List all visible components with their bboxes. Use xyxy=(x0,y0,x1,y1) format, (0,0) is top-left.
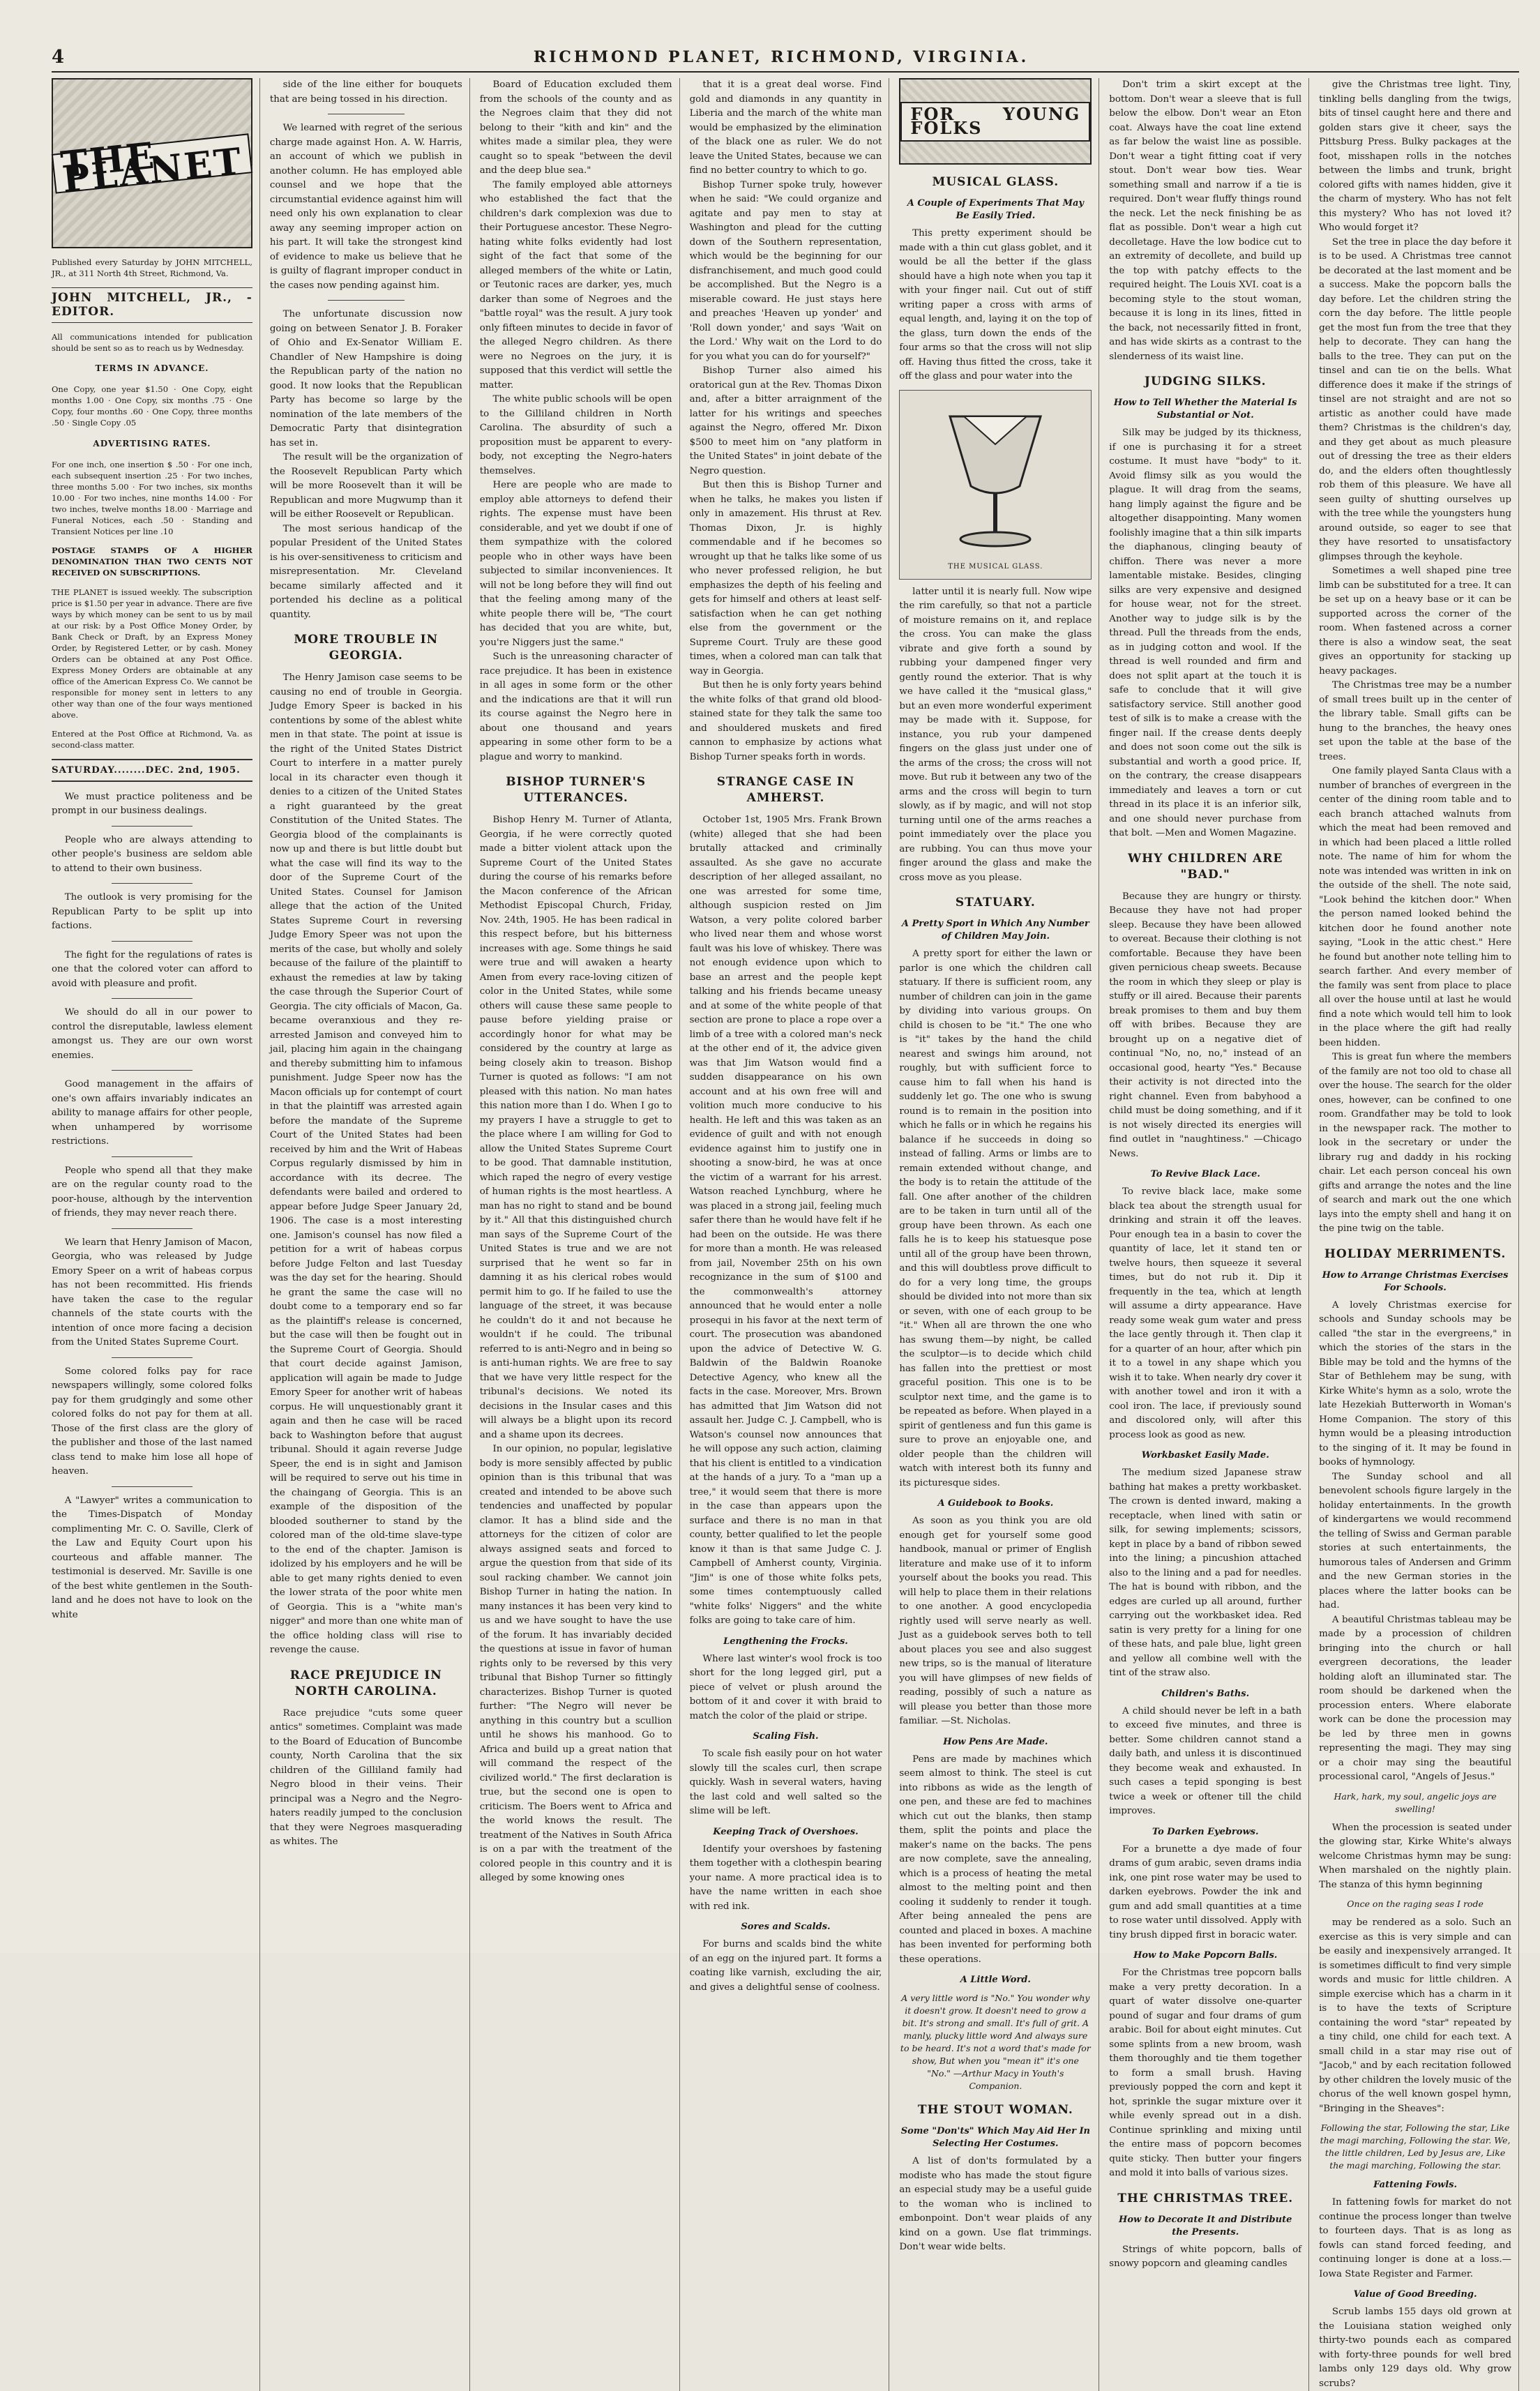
article-subhead: How Pens Are Made. xyxy=(943,1736,1048,1747)
article-text: Because they are hungry or thirsty. Because they have not had proper sleep. Because they have been allowed to overeat. Because their clothing is not comfortable. Because they have been given pernicious cheap sweets. Because the room in which they sleep or play is stuffy or ill aired. Because their parents break promises to them and buy them off with bribes. Because they are brought up on a negative diet of continual "No, no, no," instead of an occasional good, hearty "Yes." Because their activity is not directed into the right channel. Even from babyhood a child must be doing something, and if it is not wisely directed its energies will find outlet in "naughtiness." —Chicago News. xyxy=(1109,891,1302,1159)
column-5 xyxy=(899,78,1099,2391)
young-folks-banner xyxy=(899,78,1092,165)
article-headline: BISHOP TURNER'S UTTERANCES. xyxy=(506,775,647,805)
article-text: The most serious handicap of the popular President of the United States is his over-sensitiveness to criticism and misrepresentation. Mr. Cleveland became similarly affected and it portended his decline as a political quantity. xyxy=(269,523,462,620)
article-subhead: Fattening Fowls. xyxy=(1373,2180,1457,2190)
article-text: To revive black lace, make some black tea about the strength usual for drinking and strain it off the leaves. Pour enough tea in a basin to cover the quantity of lace, let it stand ten or twelve hours, then squeeze it several times, but do not rub it. Dip it frequently in the tea, which at length will assume a dirty appearance. Have ready some weak gum water and press the lace gently through it. Then clap it for a quarter of an hour, after which pin it to a towel in any shape which you wish it to take. When nearly dry cover it with another towel and iron it with a cool iron. The lace, if previously sound and discolored only, will after this process look as good as new. xyxy=(1109,1186,1302,1440)
article-subhead: Scaling Fish. xyxy=(753,1731,819,1742)
article-text: The Christmas tree may be a number of small trees built up in the center of the library table. Small gifts can be hung to the branches, the heavy ones set upon the table at the base of the trees. xyxy=(1319,680,1511,762)
article-text: Bishop Henry M. Turner of Atlanta, Georgia, if he were correctly quoted made a bitter violent attack upon the Supreme Court of the United States during the course of his remarks before the Macon conference of the African Methodist Episcopal Church, Friday, Nov. 24th, 1905. He has been radical in this respect before, but his bitterness increases with age. Some things he said were true and will awaken a hearty Amen from every race-loving citizen of color in the United States, while some others will cause these same people to pause before yielding praise or accordingly honor for what may be considered by the country at large as being closely akin to treason. Bishop Turner is quoted as follows: "I am not pleased with this nation. No man hates this nation more than I do. When I go to my prayers I have a struggle to get to the place where I am willing for God to allow the United States Supreme Court to be good. That damnable institution, which raped the negro of every vestige of human rights is the most heartless. A man has no right to stand and be bound by it." All that this distinguished church man says of the Supreme Court of the United States is true and we are not surprised that he went so far in damning it as his clerical robes would permit him to go. If he failed to use the language of the street, it was because he couldn't do it and not because he wouldn't if he could. The tribunal referred to is anti-Negro and in being so is anti-human rights. We are free to say that we have very little respect for the tribunal's decisions. We noted its decisions in the Insular cases and this will always be a blight upon its record and a shame upon its decrees. xyxy=(479,815,672,1440)
article-subhead: To Revive Black Lace. xyxy=(1150,1169,1260,1179)
stamps-notice: POSTAGE STAMPS OF A HIGHER DENOMINATION THAN TWO CENTS NOT RECEIVED ON SUBSCRIPTIONS. xyxy=(52,545,252,578)
article-subhead: How to Arrange Christmas Exercises For Schools. xyxy=(1322,1269,1509,1293)
article-text: A beautiful Christmas tableau may be made by a procession of children bringing into the church or hall evergreen decorations, the leader holding aloft an illuminated star. The room should be darkened when the procession enters. Where elaborate work can be done the procession may be led by three men in gowns representing the magi. They may sing or a choir may sing the beautiful processional carol, "Angels of Jesus." xyxy=(1319,1614,1511,1782)
divider xyxy=(112,998,192,999)
advertising-rates: For one inch, one insertion $ .50 · For one inch, each subsequent insertion .25 · For two inches, three months 5.00 · For two inches, six months 10.00 · For two inches, nine months 14.00 · For two inches, twelve months 18.00 · Marriage and Funeral Notices, each .50 · Standing and Transient Notices per line .10 xyxy=(52,459,252,536)
young-folks-title: FOR YOUNG FOLKS xyxy=(900,102,1090,142)
article-text: Silk may be judged by its thickness, if one is purchasing it for a street costume. It must have "body" to it. Avoid flimsy silk as you would the plague. It will drag from the seams, hang limply against the figure and be altogether disappointing. Many women foolishly imagine that a thin silk imparts the diaphanous, clinging beauty of chiffon. There was never a more lamentable mistake. Besides, clinging silks are very expensive and designed for house wear, not for the street. Another way to judge silk is by the thread. Pull the threads from the ends, as in judging cotton and wool. If the thread is well rounded and firm and does not split apart at the touch it is safe to conclude that it will give satisfactory service. Still another good test of silk is to make a crease with the finger nail. If the crease dents deeply and does not soon come out the silk is substantial and worth a good price. If, on the contrary, the crease disappears immediately and leaves a torn or cut thread in its place it is an inferior silk, and one should never purchase from that bolt. —Men and Women Magazine. xyxy=(1109,428,1302,838)
article-text: One family played Santa Claus with a number of branches of evergreen in the center of the dining room table and to each branch attached walnuts from which the meat had been removed and in which had been placed a little rolled note. The name of him for whom the note was intended was written in ink on the outside of the shell. The note said, "Look behind the kitchen door." When the person named looked behind the kitchen door he found another note saying, "Look in the attic chest." Here he found but another note telling him to search farther. And every member of the family was sent from place to place all over the house until at last he would find a note which would tell him to look in the place where the gift had really been hidden. xyxy=(1319,766,1511,1048)
article-text: Such is the unreasoning character of race prejudice. It has been in existence in all ages in some form or the other and the indications are that it will run its course against the Negro here in about one thousand and years appearing in some other form to be a plague and worry to mankind. xyxy=(479,651,672,762)
article-text: A pretty sport for either the lawn or parlor is one which the children call statuary. If there is sufficient room, any number of children can join in the game by dividing into various groups. On child is chosen to be "it." The one who is "it" takes by the hand the child nearest and swings him around, not roughly, but with sufficient force to cause him to fall when his hand is suddenly let go. The one who is swung round is to remain in the position into which he falls or in which he regains his balance if he succeeds in doing so instead of falling. Arms or limbs are to remain extended without change, and the body is to retain the attitude of the fall. One after another of the children are to be taken in turn until all of the group have been thrown. As each one falls he is to keep his statuesque pose until all of the group have been thrown, and this will doubtless prove difficult to do for a very long time, the groups should be divided into not more than six or seven, with one of each group to be "it." When all are thrown the one who has swung them—by night, be called the sculptor—is to decide which child has fallen into the prettiest or most graceful position. This one is to be sculptor next time, and the game is to be repeated as before. When played in a spirit of gentleness and fun this game is sure to prove an enjoyable one, and older people than the children will watch with interest both its funny and its picturesque sides. xyxy=(899,949,1092,1488)
article-text: October 1st, 1905 Mrs. Frank Brown (white) alleged that she had been brutally attacked and criminally assaulted. As she gave no accurate description of her alleged assailant, no one was arrested for some time, although suspicion rested on Jim Watson, a very polite colored barber who lived near them and whose worst fault was his love of whiskey. There was not enough evidence upon which to base an arrest and the people kept talking and his friends became uneasy and at some of the white people of that section are prone to place a rope over a limb of a tree with a colored man's neck at the other end of it, the advice given was that Jim Watson would find a sudden disappearance on his own account and at his own free will and volition much more conducive to his health. He left and this was taken as an evidence of guilt and with not enough evidence against him to justify one in shooting a snow-bird, he was at once the victim of a warrant for his arrest. Watson reached Lynchburg, where he was placed in a strong jail, feeling much safer there than he would have felt if he had been on the outside. He was there for more than a month. He was released from jail, November 25th on his own recognizance in the sum of $100 and the commonwealth's attorney announced that he would enter a nolle prosequi in his favor at the next term of court. The prosecution was abandoned upon the advice of Detective W. G. Baldwin of the Baldwin Roanoke Detective Agency, who knew all the facts in the case. Moreover, Mrs. Brown has admitted that Jim Watson did not assault her. Judge C. J. Campbell, who is Watson's counsel now announces that he will oppose any such action, claiming that his client is entitled to a vindication at the hands of a jury. To a "man up a tree," it would seem that there is more in the case than appears upon the surface and there is no man in that county, better qualified to let the people know it than is that same Judge C. J. Campbell of Amherst county, Virginia. "Jim" is one of those white folks pets, some times contemptuously called "white folks' Niggers" and the white folks are going to take care of him. xyxy=(689,815,882,1626)
article-text: But then this is Bishop Turner and when he talks, he makes you listen if only in amazement. His thrust at Rev. Thomas Dixon, Jr. is highly commendable and if he becomes so wrought up that he talks like some of us who never professed religion, he but emphasizes the depth of his feeling and gets for himself and others at least self-satisfaction when he can get nothing else from the government or the Supreme Court. Truly are these good times, when a colored man can talk that way in Georgia. xyxy=(689,480,882,677)
editorial-item: A "Lawyer" writes a communication to the Times-Dispatch of Monday complimenting Mr. C. O. Saville, Clerk of the Law and Equity Court upon his courteous and affable manner. The testimonial is deserved. Mr. Saville is one of the best white gentlemen in the South-land and he does not have to look on the white xyxy=(52,1495,252,1620)
column-7 xyxy=(1319,78,1519,2391)
article-subhead: Some "Don'ts" Which May Aid Her In Selecting Her Costumes. xyxy=(900,2126,1090,2149)
article-text: The Sunday school and all benevolent schools figure largely in the holiday entertainments. In the growth of kindergartens we would recommend the telling of Swiss and German parable stories at such entertainments, the humorous tales of Andersen and Grimm and the new German stories in the places where the latter books can be had. xyxy=(1319,1471,1511,1611)
article-subhead: Children's Baths. xyxy=(1161,1688,1250,1699)
page-number: 4 xyxy=(52,47,65,68)
article-text: Where last winter's wool frock is too short for the long legged girl, put a piece of velvet or plush around the bottom of it and cover it with braid to match the color of the plaid or stripe. xyxy=(689,1653,882,1721)
article-text: When the procession is seated under the glowing star, Kirke White's always welcome Christmas hymn may be sung: When marshaled on the nightly plain. The stanza of this hymn beginning xyxy=(1319,1822,1511,1890)
editorial-item: People who are always attending to other people's business are seldom able to attend to their own business. xyxy=(52,834,252,874)
editorial-item: People who spend all that they make are on the regular county road to the poor-house, although by the intervention of friends, they may never reach there. xyxy=(52,1165,252,1219)
goblet-icon xyxy=(936,402,1055,556)
article-subhead: A Pretty Sport in Which Any Number of Children May Join. xyxy=(901,919,1089,942)
article-text: Don't trim a skirt except at the bottom. Don't wear a sleeve that is full below the elbow. Don't wear an Eton coat. Always have the coat line extend as far below the waist line as possible. Don't wear a tight fitting coat if very stout. Don't wear bow ties. Wear something small and narrow if a tie is required. Don't wear fluffy things round the neck. Let the neck finishing be as flat as possible. Don't wear a high cut decolletage. Have the low bodice cut to an extremity of decollete, and build up the top with patchy effects to the required height. The Louis XVI. coat is a becoming style to the stout woman, because it is long in its lines, fitted in the back, not necessarily fitted in front, and has wide skirts as a contrast to the slenderness of its waist line. xyxy=(1109,80,1302,362)
divider xyxy=(112,1156,192,1157)
column-1 xyxy=(52,78,260,2391)
terms-heading: TERMS IN ADVANCE. xyxy=(95,363,209,373)
editorial-item: The outlook is very promising for the Republican Party to be split up into factions. xyxy=(52,892,252,931)
running-title: RICHMOND PLANET, RICHMOND, VIRGINIA. xyxy=(533,48,1029,66)
article-subhead: How to Decorate It and Distribute the Presents. xyxy=(1119,2214,1292,2238)
article-text: The unfortunate discussion now going on between Senator J. B. Foraker of Ohio and Ex-Senator William E. Chandler of New Hampshire is doing the Republican party of the nation no good. It now looks that the Republican Party has become so large by the nomination of the late members of the Democratic Party that disintegration has set in. xyxy=(269,309,462,448)
divider xyxy=(112,1228,192,1229)
figure-caption: THE MUSICAL GLASS. xyxy=(948,563,1043,571)
terms-list: One Copy, one year $1.50 · One Copy, eight months 1.00 · One Copy, six months .75 · One Copy, four months .60 · One Copy, three months .50 · Single Copy .05 xyxy=(52,384,252,428)
publication-info: Published every Saturday by JOHN MITCHELL, JR., at 311 North 4th Street, Richmond, Va. xyxy=(52,257,252,278)
article-text: Bishop Turner spoke truly, however when he said: "We could organize and agitate and pay men to stay at Washington and plead for the cutting down of the Southern representation, which would be the beginning for our disfranchisement, and much good could be accomplished. But the Negro is a miserable coward. He just stays here and preaches 'Heaven up yonder' and 'Roll down yonder,' and says 'Wait on the Lord.' Why wait on the Lord to do for you what you can do for yourself?" xyxy=(689,179,882,362)
planet-logo xyxy=(52,78,252,248)
entered-notice: Entered at the Post Office at Richmond, Va. as second-class matter. xyxy=(52,729,252,750)
article-text: Board of Education excluded them from the schools of the county and as the Negroes claim that they did not belong to their "kith and kin" and the whites made a similar plea, they were caught so to speak "between the devil and the deep blue sea." xyxy=(479,80,672,176)
column-4 xyxy=(690,78,890,2391)
article-text: Identify your overshoes by fastening them together with a clothespin bearing your name. A more practical idea is to have the name written in each shoe with red ink. xyxy=(689,1843,882,1912)
article-text: Strings of white popcorn, balls of snowy popcorn and gleaming candles xyxy=(1109,2244,1302,2269)
article-text: For the Christmas tree popcorn balls make a very pretty decoration. In a quart of water dissolve one-quarter pound of sugar and four drams of gum arabic. Boil for about eight minutes. Cut some splints from a new broom, wash them thoroughly and tie them together to form a small brush. Having previously popped the corn and kept it hot, sprinkle the sugar mixture over it while evenly spread out in a dish. Continue sprinkling and mixing until the entire mass of popcorn becomes quite sticky. Then butter your fingers and mold it into balls of various sizes. xyxy=(1109,1968,1302,2178)
divider xyxy=(328,300,405,301)
article-text: As soon as you think you are old enough get for yourself some good handbook, manual or primer of English literature and make use of it to inform yourself about the books you read. This will help to place them in their relations to one another. A good encyclopedia rightly used will serve nearly as well. Just as a guidebook serves both to tell about places you see and also suggest new trips, so is the manual of literature you will have glimpses of new fields of reading, possibly of such a nature as will please you better than those more familiar. —St. Nicholas. xyxy=(899,1516,1092,1726)
article-headline: JUDGING SILKS. xyxy=(1144,375,1267,389)
article-text: The Henry Jamison case seems to be causing no end of trouble in Georgia. Judge Emory Speer is backed in his contentions by some of the ablest white men in that state. The point at issue is the right of the United States District Court to interfere in a matter purely local in its character even though it denies to a citizen of the United States a right guaranteed by the great Constitution of the United States. The Georgia blood of the complainants is now up and there is but little doubt but what the case will find its way to the door of the Supreme Court of the United States. Counsel for Jamison allege that the action of the United States Supreme Court in reversing Judge Emory Speer was not upon the merits of the case, but wholly and solely because of the failure of the plaintiff to exhaust the remedies at law by taking the case through the Superior Court of Georgia. The city officials of Macon, Ga. became overanxious and they re-arrested Jamison and conveyed him to jail, placing him again in the chaingang and thereby submitting him to infamous punishment. Judge Speer now has the Macon officials up for contempt of court in that the plaintiff was arrested again before the mandate of the Supreme Court of the United States had been received by him and the Writ of Habeas Corpus regularly dismissed by him in accordance with its decree. The defendants were bailed and ordered to appear before Judge Speer January 2d, 1906. The case is a most interesting one. Jamison's counsel has now filed a petition for a writ of habeas corpus before Judge Felton and last Tuesday was the day set for the hearing. Should he grant the same the case will no doubt come to a temporary end so far as the plaintiff's release is concerned, but the case will then be fought out in the Supreme Court of Georgia. Should that court decide against Jamison, application will again be made to Judge Emory Speer for another writ of habeas corpus. He will unquestionably grant it again and then he case will be raced back to Washington before that august tribunal. Should it again reverse Judge Speer, the end is in sight and Jamison will be required to serve out his time in the chaingang of Georgia. This is an example of the disposition of the blooded southerner to stand by the colored man of the old-time slave-type to the end of the chapter. Jamison is idolized by his employers and he will be able to get many rights denied to even the lower strata of the poor white men of Georgia. This is a "white man's nigger" and more than one white man of the office holding class will rise to revenge the cause. xyxy=(269,672,462,1655)
article-text: that it is a great deal worse. Find gold and diamonds in any quantity in Liberia and the march of the white man would be emphasized by the elimination of the black one as ruler. We do not leave the United States, because we can find no better country to which to go. xyxy=(689,80,882,176)
poem-text: A very little word is "No." You wonder why it doesn't grow. It doesn't need to grow a bit. It's strong and small. It's full of grit. A manly, plucky little word And always sure to be heard. It's not a word that's made for show, But when you "mean it" it's one "No." —Arthur Macy in Youth's Companion. xyxy=(900,1993,1091,2091)
article-text: The white public schools will be open to the Gilliland children in North Carolina. The absurdity of such a proposition must be apparent to every-body, not excepting the Negro-haters themselves. xyxy=(479,394,672,476)
article-subhead: Value of Good Breeding. xyxy=(1353,2289,1477,2300)
editorial-item: We must practice politeness and be prompt in our business dealings. xyxy=(52,791,252,816)
article-headline: THE STOUT WOMAN. xyxy=(917,2103,1073,2117)
article-subhead: Workbasket Easily Made. xyxy=(1141,1450,1269,1461)
column-3 xyxy=(480,78,680,2391)
article-text: But then he is only forty years behind the white folks of that grand old blood-stained state for they talk the same too and shouldered muskets and fired cannon to emphasize by actions what Bishop Turner speaks forth in words. xyxy=(689,680,882,762)
article-subhead: Sores and Scalds. xyxy=(741,1922,831,1932)
article-text: A lovely Christmas exercise for schools and Sunday schools may be called "the star in the evergreens," in which the stories of the stars in the Bible may be told and the hymns of the Star of Bethlehem may be sung, with Kirke White's hymn as a solo, wrote the late Hezekiah Butterworth in Woman's Home Companion. The story of this hymn would be a pleasing introduction to the singing of it. It may be found in books of hymnology. xyxy=(1319,1299,1511,1468)
article-text: We learned with regret of the serious charge made against Hon. A. W. Harris, an account of which we publish in another column. He has employed able counsel and we hope that the circumstantial evidence against him will need only his own explanation to clear away any seeming improper action on his part. It will take the strongest kind of evidence to make us believe that he is guilty of flagrant improper conduct in the cases now pending against him. xyxy=(269,123,462,291)
column-6 xyxy=(1109,78,1309,2391)
article-subhead: A Couple of Experiments That May Be Easily Tried. xyxy=(907,198,1084,221)
article-text: Bishop Turner also aimed his oratorical gun at the Rev. Thomas Dixon and, after a bitter arraignment of the latter for his writings and speeches against the Negro, offered Mr. Dixon $500 to meet him on "any platform in the United States" in joint debate of the Negro question. xyxy=(689,365,882,476)
article-text: Set the tree in place the day before it is to be used. A Christmas tree cannot be decorated at the last moment and be a success. Make the popcorn balls the day before. Let the children string the corn the day before. The little people get the most fun from the tree that they help to decorate. They can hang the balls to the tree. They can put on the tinsel and can tie on the bells. What difference does it make if the strings of tinsel are not straight and are not so artistic as another could have made them? Christmas is the children's day, and they get about as much pleasure out of dressing the tree as their elders do, and the elders often thoughtlessly rob them of this pleasure. We have all seen guilty of shutting ourselves up with the tree while the youngsters hung around outside, so eager to see that they have resorted to unsatisfactory glimpses through the keyhole. xyxy=(1319,236,1511,562)
subscription-notices: THE PLANET is issued weekly. The subscription price is $1.50 per year in advance. There are five ways by which money can be sent to us by mail at our risk: by a Post Office Money Order, by Bank Check or Draft, by an Express Money Order, by Registered Letter, or by cash. Money Orders can be obtained at any Post Office. Express Money Orders are obtainable at any office of the American Express Co. We cannot be responsible for money sent in letters to any other way than one of the four ways mentioned above. xyxy=(52,587,252,720)
editorial-item: We should do all in our power to control the disreputable, lawless element amongst us. They are our own worst enemies. xyxy=(52,1007,252,1061)
article-text: For a brunette a dye made of four drams of gum arabic, seven drams india ink, one pint rose water may be used to darken eyebrows. Powder the ink and gum and add small quantities at a time to rose water until dissolved. Apply with tiny brush dipped first in boracic water. xyxy=(1109,1843,1302,1940)
logo-title: THE PLANET xyxy=(52,133,252,193)
article-subhead: A Little Word. xyxy=(960,1975,1031,1985)
article-headline: STATUARY. xyxy=(955,896,1036,910)
article-text: For burns and scalds bind the white of an egg on the injured part. It forms a coating like varnish, excluding the air, and gives a delightful sense of coolness. xyxy=(689,1939,882,1993)
article-headline: HOLIDAY MERRIMENTS. xyxy=(1324,1246,1507,1261)
poem-text: Hark, hark, my soul, angelic joys are swelling! xyxy=(1334,1790,1497,1814)
issue-dateline: SATURDAY........DEC. 2nd, 1905. xyxy=(52,759,252,782)
divider xyxy=(112,941,192,942)
article-headline: MUSICAL GLASS. xyxy=(932,175,1059,189)
article-text: give the Christmas tree light. Tiny, tinkling bells dangling from the twigs, bits of tinsel caught here and there and golden stars give it cheer, says the Pittsburg Press. Bulky packages at the foot, misshapen rolls in the notches between the limbs and trunk, bright colored gifts with names hidden, give it the charm of mystery. Who has not felt this mystery? Who has not loved it? Who would forget it? xyxy=(1319,80,1511,233)
communications-note: All communications intended for publication should be sent so as to reach us by Wednesday. xyxy=(52,331,252,353)
poem-text: Once on the raging seas I rode xyxy=(1347,1899,1484,1909)
editorial-item: Some colored folks pay for race newspapers willingly, some colored folks pay for them grudgingly and some other colored folks do not pay for them at all. Those of the first class are the glory of the publisher and those of the last named class tend to make him lose all hope of heaven. xyxy=(52,1366,252,1477)
editorial-item: Good management in the affairs of one's own affairs invariably indicates an ability to manage affairs for other people, when unhampered by worrisome restrictions. xyxy=(52,1079,252,1147)
article-subhead: Lengthening the Frocks. xyxy=(723,1636,848,1647)
article-headline: MORE TROUBLE IN GEORGIA. xyxy=(294,633,439,663)
article-text: Pens are made by machines which seem almost to think. The steel is cut into ribbons as wide as the length of one pen, and these are fed to machines which cut out the blanks, then stamp them, split the points and place the maker's name on the backs. The pens are now complete, save the annealing, which is a process of heating the metal almost to the melting point and then cooling it suddenly to render it tough. After being annealed the pens are counted and placed in boxes. A machine has been invented for performing both these operations. xyxy=(899,1753,1092,1965)
article-text: Here are people who are made to employ able attorneys to defend their rights. The expense must have been considerable, and yet we doubt if one of them sympathize with the colored people who in other ways have been subjected to similar inconveniences. It will not be long before they will find out that the feeling among many of the white people there will be, "The court has decided that you are white, but, you're Niggers just the same." xyxy=(479,480,672,648)
advertising-heading: ADVERTISING RATES. xyxy=(93,438,211,448)
article-text: The result will be the organization of the Roosevelt Republican Party which will be more Roosevelt than it will be Republican and more Mugwump than it will be either Roosevelt or Republican. xyxy=(269,452,462,520)
poem-text: Following the star, Following the star, Like the magi marching, Following the star. We, the little children, Led by Jesus are, Like the magi marching, Following the star. xyxy=(1320,2122,1511,2171)
article-text: A child should never be left in a bath to exceed five minutes, and three is better. Some children cannot stand a daily bath, and unless it is discontinued they become weak and exhausted. In such cases a tepid sponging is best twice a week or oftener till the child improves. xyxy=(1109,1705,1302,1816)
divider xyxy=(112,826,192,827)
divider xyxy=(112,883,192,884)
article-text: This is great fun where the members of the family are not too old to chase all over the house. The search for the older ones, however, can be confined to one room. Grandfather may be told to look in the newspaper rack. The mother to look in the secretary or under the library rug and daddy in his rocking chair. Let each person conceal his own gifts and arrange the notes and the line of search and mark out the one which lays into the empty shell and hang it on the pine twig on the table. xyxy=(1319,1052,1511,1234)
article-subhead: To Darken Eyebrows. xyxy=(1152,1826,1259,1837)
columns xyxy=(52,78,1519,2389)
musical-glass-illustration xyxy=(899,390,1092,580)
article-text: The family employed able attorneys who established the fact that the children's dark complexion was due to their Portuguese ancestor. These Negro-hating white folks evidently had lost sight of the fact that some of the alleged members of the white or Latin, or Teutonic races are darker, yes, much darker than some of Negroes and the "battle royal" was the result. A jury took only fifteen minutes to decide in favor of the alleged Negro children. As there were no Negroes on the jury, it is supposed that this verdict will settle the matter. xyxy=(479,179,672,391)
article-subhead: A Guidebook to Books. xyxy=(937,1498,1054,1509)
article-text: may be rendered as a solo. Such an exercise as this is very simple and can be easily and inexpensively arranged. It is sometimes difficult to find very simple words and music for little children. A simple exercise which has a charm in it is to have the texts of Scripture containing the word "star" repeated by a tiny child, one child for each text. A small child in a star may rise out of "Jacob," and by each recitation followed by other children the lovely music of the chorus of the well known gospel hymn, "Bringing in the Sheaves": xyxy=(1319,1917,1511,2114)
article-text: Race prejudice "cuts some queer antics" sometimes. Complaint was made to the Board of Education of Buncombe county, North Carolina that the six children of the Gilliland family had Negro blood in their veins. Their principal was a Negro and the Negro-haters readily jumped to the conclusion that they were Negroes masquerading as whites. The xyxy=(269,1707,462,1847)
article-text: To scale fish easily pour on hot water slowly till the scales curl, then scrape quickly. Wash in several waters, having the last cold and well salted so the slime will be left. xyxy=(689,1749,882,1816)
editor-line: JOHN MITCHELL, JR., - EDITOR. xyxy=(52,287,252,323)
divider xyxy=(112,1070,192,1071)
editorial-item: The fight for the regulations of rates is one that the colored voter can afford to avoid with pleasure and profit. xyxy=(52,949,252,989)
article-headline: WHY CHILDREN ARE "BAD." xyxy=(1128,851,1283,882)
page-header xyxy=(52,43,1519,73)
article-subhead: Keeping Track of Overshoes. xyxy=(713,1826,859,1837)
article-text: A list of don'ts formulated by a modiste who has made the stout figure an especial study may be a useful guide to the woman who is inclined to embonpoint. Don't wear plaids of any kind on a gown. Use flat trimmings. Don't wear wide belts. xyxy=(899,2156,1092,2252)
article-headline: RACE PREJUDICE IN NORTH CAROLINA. xyxy=(289,1668,442,1698)
article-text: In fattening fowls for market do not continue the process longer than twelve to fourteen days. That is as long as fowls can stand forced feeding, and continuing longer is done at a loss.—Iowa State Register and Farmer. xyxy=(1319,2197,1511,2279)
divider xyxy=(112,1357,192,1358)
article-text: In our opinion, no popular, legislative body is more sensibly affected by public opinion than is this tribunal that was created and intended to be above such tendencies and unaffected by popular clamor. It has a blind side and the attorneys for the citizen of color are always assigned seats and forced to argue the question from that side of its soul racking chamber. We cannot join Bishop Turner in hating the nation. In many instances it has been very kind to us and we have sought to have the use of the forum. It has invariably decided the questions at issue in favor of human rights only to be reversed by this very tribunal that Bishop Turner so fittingly characterizes. Bishop Turner is quoted further: "The Negro will never be anything in this country but a scullion until he shows his manhood. Go to Africa and build up a great nation that will command the respect of the civilized world." The first declaration is true, but the second one is open to criticism. The Boers went to Africa and the world knows the result. The treatment of the Natives in South Africa is on a par with the treatment of the colored people in this country and it is alleged by some knowing ones xyxy=(479,1444,672,1883)
article-text: Sometimes a well shaped pine tree limb can be substituted for a tree. It can be set up on a heavy base or it can be supported across the corner of the room. When fastened across a corner there is also a window seat, the seat gives an opportunity for stacking up heavy packages. xyxy=(1319,566,1511,677)
article-text: side of the line either for bouquets that are being tossed in his direction. xyxy=(269,80,462,105)
article-text: Scrub lambs 155 days old grown at the Louisiana station weighed only thirty-two pounds each as compared with forty-three pounds for well bred lambs only 129 days old. Why grow scrubs? xyxy=(1319,2307,1511,2389)
editorial-item: We learn that Henry Jamison of Macon, Georgia, who was released by Judge Emory Speer on a writ of habeas corpus has not been recommitted. His friends have taken the case to the regular channels of the state courts with the intention of once more facing a decision from the United States Supreme Court. xyxy=(52,1237,252,1348)
article-headline: THE CHRISTMAS TREE. xyxy=(1117,2191,1294,2205)
article-text: latter until it is nearly full. Now wipe the rim carefully, so that not a particle of moisture remains on it, and replace the cross. You can make the glass vibrate and give forth a sound by rubbing your dampened finger very gently round the exterior. That is why we have called it the "musical glass," but an even more wonderful experiment may be made with it. Suppose, for instance, you rub your dampened fingers on the glass just under one of the arms of the cross; the cross will not move. But rub it between any two of the arms and the cross will begin to turn slowly, as if by magic, and will not stop turning until one of the arms reaches a point immediately over the place you are rubbing. You can thus move your finger around the glass and make the cross move as you please. xyxy=(899,586,1092,883)
article-headline: STRANGE CASE IN AMHERST. xyxy=(716,775,855,805)
column-2 xyxy=(270,78,470,2391)
article-subhead: How to Tell Whether the Material Is Substantial or Not. xyxy=(1113,398,1297,421)
article-text: This pretty experiment should be made with a thin cut glass goblet, and it would be all the better if the glass should have a high note when you tap it with your finger nail. Cut out of stiff writing paper a cross with arms of equal length, and, laying it on the top of the glass, turn down the ends of the four arms so that the cross will not slip off. Having thus fitted the cross, take it off the glass and pour water into the xyxy=(899,228,1092,382)
divider xyxy=(112,1486,192,1487)
article-subhead: How to Make Popcorn Balls. xyxy=(1133,1950,1278,1961)
article-text: The medium sized Japanese straw bathing hat makes a pretty workbasket. The crown is dented inward, making a receptacle, when lined with satin or silk, for sewing implements; scissors, kept in place by a band of ribbon sewed into the lining; a pincushion attached also to the lining and a pad for needles. The hat is bound with ribbon, and the edges are curled up all around, further carrying out the workbasket idea. Red satin is very pretty for a lining for one of these hats, and pale blue, light green and yellow all combine well with the tint of the straw also. xyxy=(1109,1468,1302,1678)
